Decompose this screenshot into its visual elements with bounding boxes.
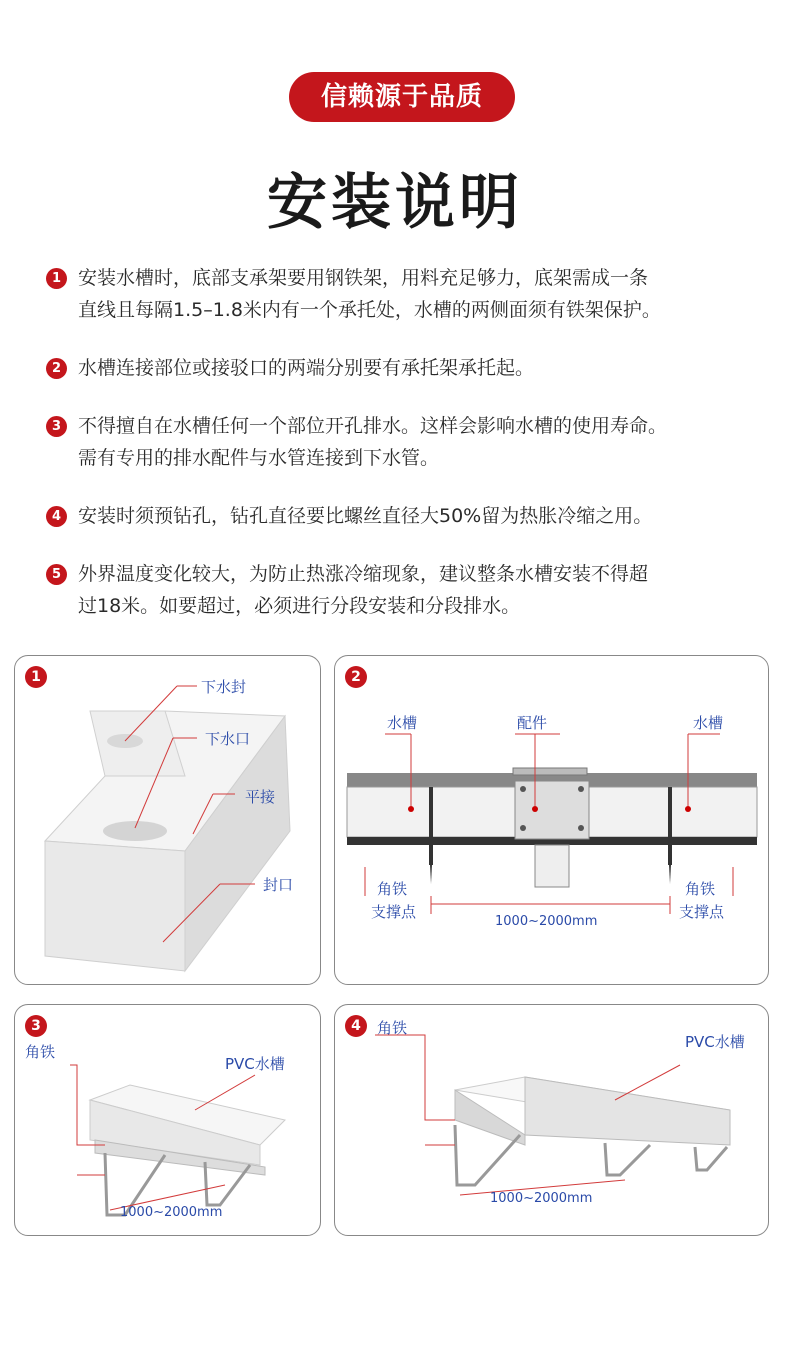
instruction-line: 水槽连接部位或接驳口的两端分别要有承托架承托起。 — [78, 357, 535, 379]
panel-number: 1 — [25, 666, 47, 688]
spacing-dimension: 1000~2000mm — [495, 914, 598, 929]
spacing-dimension: 1000~2000mm — [120, 1205, 223, 1220]
instruction-line: 直线且每隔1.5–1.8米内有一个承托处，水槽的两侧面须有铁架保护。 — [78, 299, 661, 321]
outlet-seal-label: 下水封 — [201, 678, 247, 696]
instruction-list — [46, 262, 766, 622]
instruction-line: 安装时须预钻孔，钻孔直径要比螺丝直径大50%留为热胀冷缩之用。 — [78, 505, 653, 527]
quality-badge: 信赖源于品质 — [289, 72, 515, 122]
end-cap-label: 封口 — [263, 876, 294, 894]
spacing-dimension: 1000~2000mm — [490, 1191, 593, 1206]
instruction-line: 需有专用的排水配件与水管连接到下水管。 — [78, 447, 440, 469]
angle-iron-label: 角铁 — [25, 1043, 56, 1061]
instruction-item — [46, 262, 766, 326]
diagram-panel-3 — [14, 1004, 321, 1236]
instruction-line: 外界温度变化较大，为防止热涨冷缩现象，建议整条水槽安装不得超 — [78, 563, 649, 585]
instruction-item — [46, 500, 766, 532]
fitting-label: 配件 — [517, 714, 548, 732]
outlet-label: 下水口 — [205, 730, 251, 748]
number-badge: 5 — [46, 564, 67, 585]
panel-number: 2 — [345, 666, 367, 688]
instruction-line: 不得擅自在水槽任何一个部位开孔排水。这样会影响水槽的使用寿命。 — [78, 415, 668, 437]
instruction-line: 过18米。如要超过，必须进行分段安装和分段排水。 — [78, 595, 521, 617]
gutter-outlet-illustration — [15, 656, 320, 984]
number-badge: 4 — [46, 506, 67, 527]
instruction-item — [46, 558, 766, 622]
angle-iron-right-label: 角铁 — [685, 880, 716, 898]
gutter-right-label: 水槽 — [693, 714, 724, 732]
pvc-gutter-label: PVC水槽 — [225, 1055, 285, 1073]
number-badge: 1 — [46, 268, 67, 289]
number-badge: 2 — [46, 358, 67, 379]
instruction-line: 安装水槽时，底部支承架要用钢铁架，用料充足够力，底架需成一条 — [78, 267, 649, 289]
diagram-panel-4 — [334, 1004, 769, 1236]
diagram-panel-1 — [14, 655, 321, 985]
support-point-left-label: 支撑点 — [371, 903, 417, 921]
gutter-section-diagram — [335, 656, 768, 984]
page-title: 安装说明 — [267, 168, 523, 238]
support-point-right-label: 支撑点 — [679, 903, 725, 921]
number-badge: 3 — [46, 416, 67, 437]
angle-iron-left-label: 角铁 — [377, 880, 408, 898]
pvc-gutter-label: PVC水槽 — [685, 1033, 745, 1051]
instruction-item — [46, 410, 766, 474]
angle-iron-label: 角铁 — [377, 1019, 408, 1037]
panel-number: 3 — [25, 1015, 47, 1037]
gutter-left-label: 水槽 — [387, 714, 418, 732]
instruction-item — [46, 352, 766, 384]
gutter-bracket-illustration-3 — [15, 1005, 320, 1235]
panel-number: 4 — [345, 1015, 367, 1037]
joint-label: 平接 — [245, 788, 276, 806]
diagram-panel-2 — [334, 655, 769, 985]
